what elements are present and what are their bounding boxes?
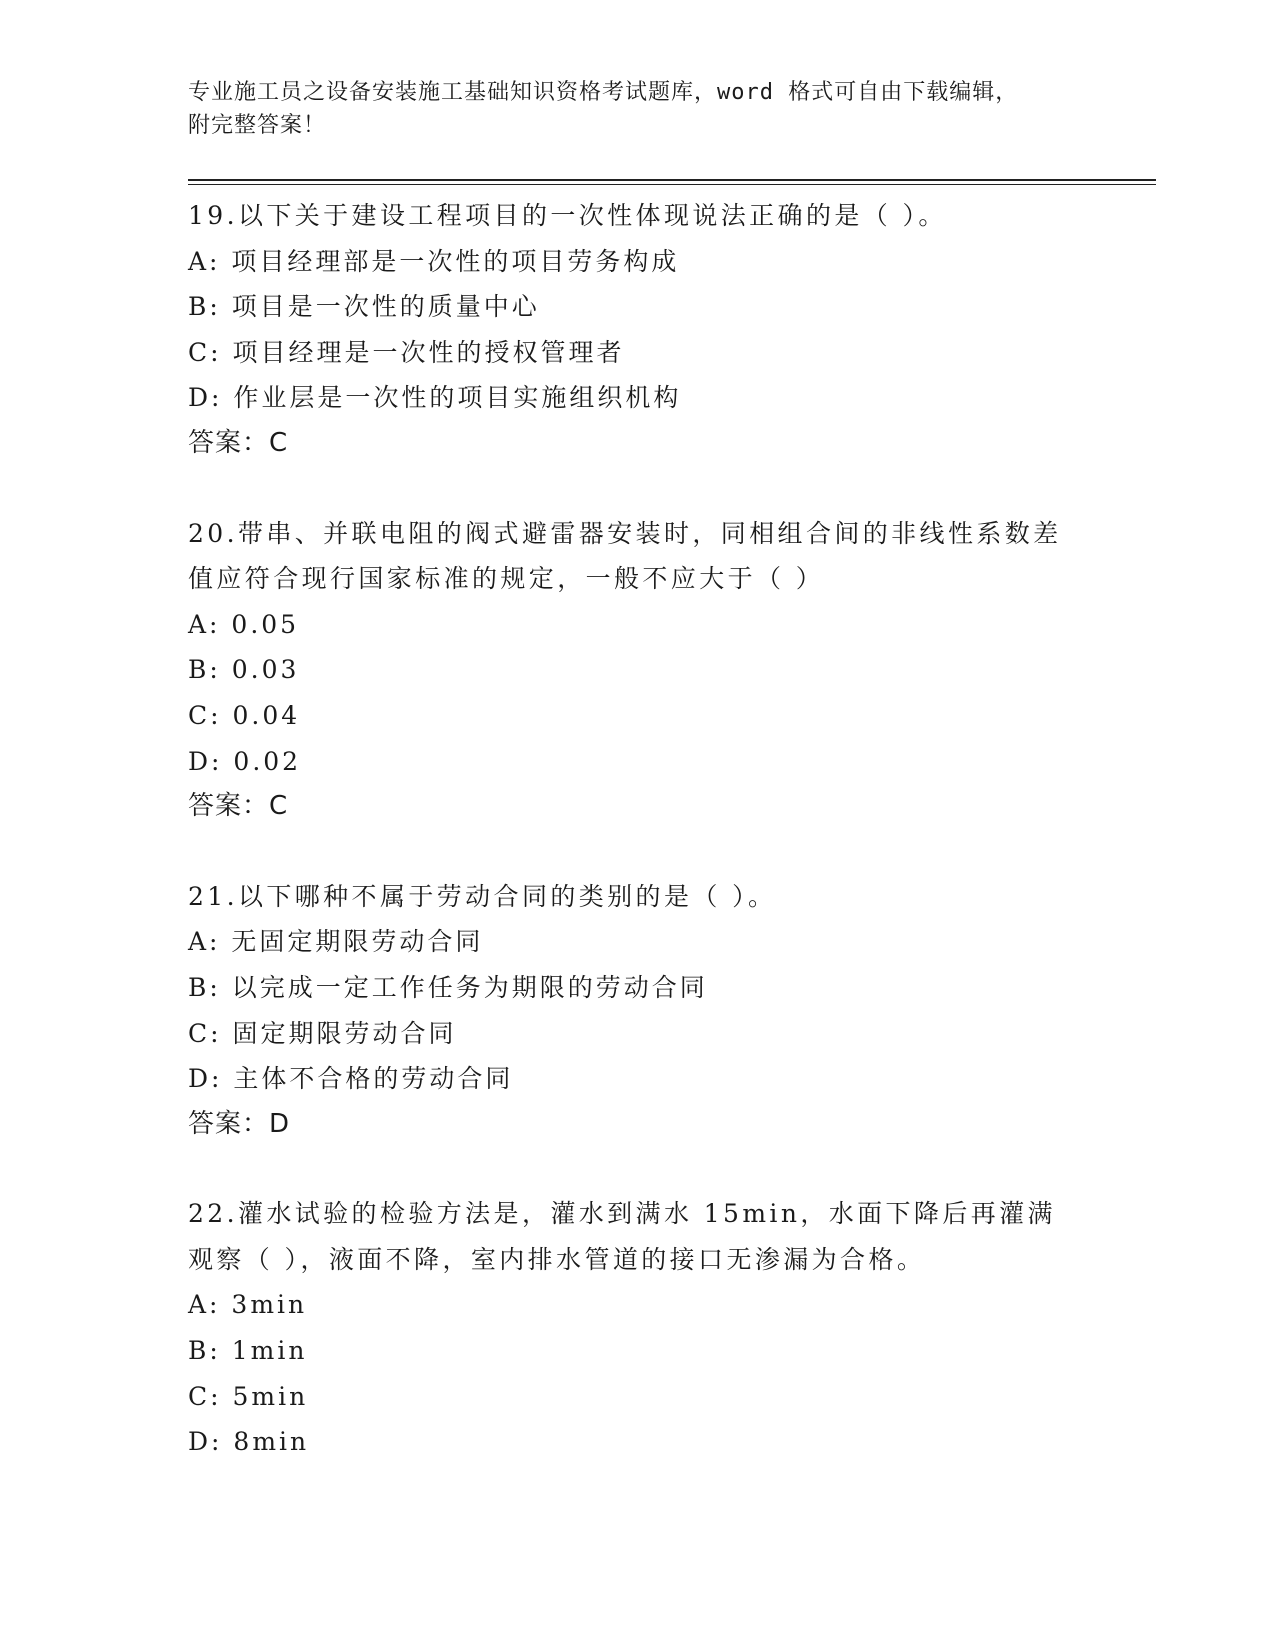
question-21	[188, 874, 1088, 1148]
header-divider-thin	[188, 184, 1156, 185]
option-a: A: 0.05	[188, 609, 300, 639]
option-c: C: 固定期限劳动合同	[188, 1018, 457, 1048]
option-b: B: 项目是一次性的质量中心	[188, 292, 540, 322]
option-b: B: 以完成一定工作任务为期限的劳动合同	[188, 972, 708, 1002]
option-b: B: 1min	[188, 1336, 308, 1366]
option-c: C: 0.04	[188, 700, 301, 730]
option-d: D: 0.02	[188, 746, 302, 776]
answer: 答案：C	[188, 791, 289, 822]
question-22	[188, 1191, 1088, 1465]
question-19	[188, 193, 1088, 467]
question-stem: 20.带串、并联电阻的阀式避雷器安装时，同相组合间的非线性系数差值应符合现行国家标准的规定，一般不应大于（ ）	[188, 518, 1062, 594]
answer: 答案：C	[188, 427, 289, 458]
option-a: A: 项目经理部是一次性的项目劳务构成	[188, 246, 680, 276]
option-d: D: 作业层是一次性的项目实施组织机构	[188, 383, 682, 413]
header-line-1: 专业施工员之设备安装施工基础知识资格考试题库，word 格式可自由下载编辑，	[188, 80, 1019, 105]
option-d: D: 8min	[188, 1427, 310, 1457]
option-a: A: 3min	[188, 1290, 308, 1320]
answer: 答案：D	[188, 1108, 291, 1139]
question-stem: 19.以下关于建设工程项目的一次性体现说法正确的是（ ）。	[188, 201, 947, 230]
question-list	[188, 193, 1088, 1509]
header-divider-thick	[188, 179, 1156, 181]
option-b: B: 0.03	[188, 655, 300, 685]
option-c: C: 5min	[188, 1381, 309, 1411]
header-line-2: 附完整答案！	[188, 113, 327, 138]
option-c: C: 项目经理是一次性的授权管理者	[188, 337, 625, 367]
question-20	[188, 511, 1088, 830]
document-header	[188, 76, 1088, 142]
question-stem: 22.灌水试验的检验方法是，灌水到满水 15min，水面下降后再灌满观察（ ），液面不降，室内排水管道的接口无渗漏为合格。	[188, 1199, 1056, 1274]
question-stem: 21.以下哪种不属于劳动合同的类别的是（ ）。	[188, 881, 777, 911]
option-a: A: 无固定期限劳动合同	[188, 927, 484, 957]
option-d: D: 主体不合格的劳动合同	[188, 1064, 514, 1094]
